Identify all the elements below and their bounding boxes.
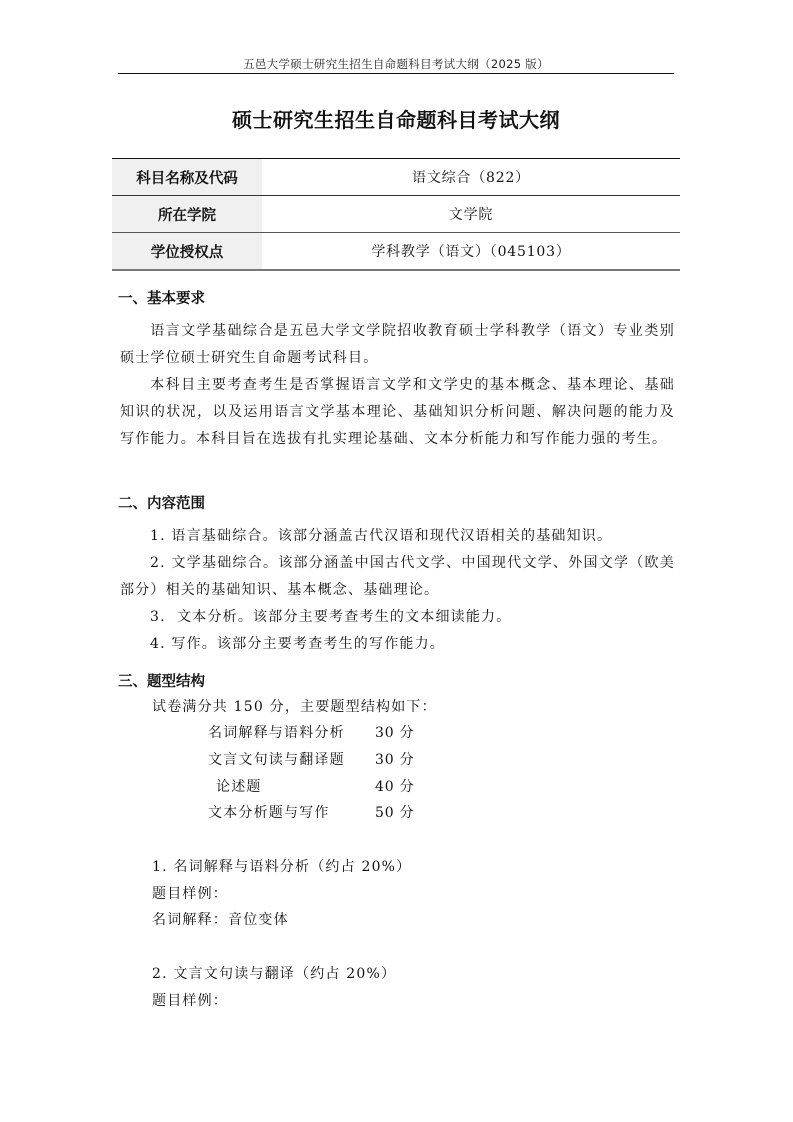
question-type: 论述题 [216, 779, 262, 795]
question-type: 文本分析题与写作 [208, 805, 330, 821]
list-item-text: 3. 文本分析。该部分主要考查考生的文本细读能力。 [150, 609, 512, 625]
list-item [120, 604, 675, 631]
row-label: 学位授权点 [112, 233, 262, 271]
table-row [112, 196, 680, 233]
part-title: 2. 文言文句读与翻译（约占 20%） [152, 966, 397, 982]
row-value: 语文综合（822） [412, 170, 530, 186]
header-divider [118, 73, 674, 74]
list-item-text: 4. 写作。该部分主要考查考生的写作能力。 [150, 636, 446, 652]
sample-label: 题目样例： [152, 886, 228, 902]
row-value: 文学院 [448, 207, 494, 223]
paragraph-text: 语言文学基础综合是五邑大学文学院招收教育硕士学科教学（语文）专业类别硕士学位硕士研究生自命题考试科目。 [120, 323, 675, 366]
paragraph-text: 本科目主要考查考生是否掌握语言文学和文学史的基本概念、基本理论、基础知识的状况，以及运用语言文学基本理论、基础知识分析问题、解决问题的能力及写作能力。本科目旨在选拔有扎实理论基础、文本分析能力和写作能力强的考生。 [120, 377, 675, 447]
score-row [0, 749, 793, 775]
sample-question: 名词解释：音位变体 [152, 912, 289, 928]
question-type: 文言文句读与翻译题 [208, 752, 345, 768]
subject-info-table [112, 158, 680, 271]
list-item-text: 1. 语言基础综合。该部分涵盖古代汉语和现代汉语相关的基础知识。 [150, 528, 613, 544]
question-type: 名词解释与语料分析 [208, 725, 345, 741]
row-value: 学科教学（语文）（045103） [371, 244, 571, 260]
question-points: 30 分 [375, 752, 415, 768]
paragraph [120, 372, 675, 453]
table-row [112, 159, 680, 196]
table-row [112, 233, 680, 271]
sample-label: 题目样例： [152, 993, 228, 1009]
row-label: 科目名称及代码 [112, 159, 262, 196]
list-item [120, 550, 675, 604]
score-row [0, 776, 793, 802]
score-row [0, 802, 793, 828]
list-item-text: 2. 文学基础综合。该部分涵盖中国古代文学、中国现代文学、外国文学（欧美部分）相关的基础知识、基本概念、基础理论。 [120, 555, 675, 598]
running-header: 五邑大学硕士研究生招生自命题科目考试大纲（2025 版） [243, 57, 549, 71]
question-points: 40 分 [375, 779, 415, 795]
document-title: 硕士研究生招生自命题科目考试大纲 [232, 108, 560, 132]
list-item [120, 631, 675, 658]
section-heading-question-structure: 三、题型结构 [118, 674, 205, 690]
structure-intro: 试卷满分共 150 分，主要题型结构如下： [152, 699, 437, 715]
section-heading-content-scope: 二、内容范围 [118, 496, 205, 512]
list-item [120, 523, 675, 550]
part-title: 1. 名词解释与语料分析（约占 20%） [152, 859, 412, 875]
question-points: 50 分 [375, 805, 415, 821]
paragraph [120, 318, 675, 372]
question-points: 30 分 [375, 725, 415, 741]
section-heading-basic-requirements: 一、基本要求 [118, 291, 205, 307]
row-label: 所在学院 [112, 196, 262, 233]
score-row [0, 722, 793, 748]
